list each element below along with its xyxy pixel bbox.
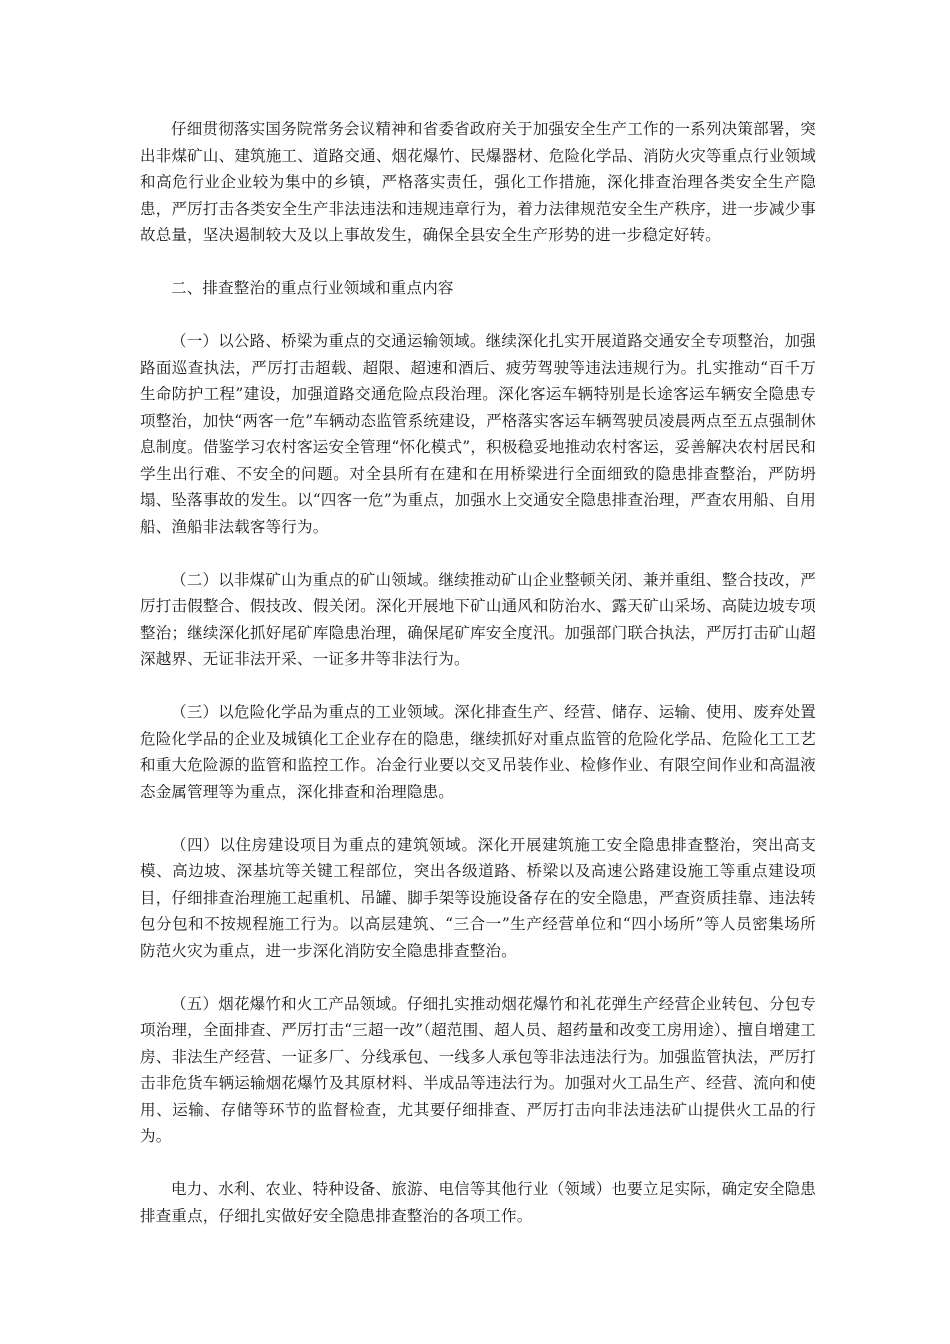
paragraph-other-industries: 电力、水利、农业、特种设备、旅游、电信等其他行业（领域）也要立足实际，确定安全隐患排查重点，仔细扎实做好安全隐患排查整治的各项工作。 — [140, 1180, 816, 1225]
intro-paragraph: 仔细贯彻落实国务院常务会议精神和省委省政府关于加强安全生产工作的一系列决策部署，突出非煤矿山、建筑施工、道路交通、烟花爆竹、民爆器材、危险化学品、消防火灾等重点行业领域和高危行业企业较为集中的乡镇，严格落实责任，强化工作措施，深化排查治理各类安全生产隐患，严厉打击各类安全生产非法违法和违规违章行为，着力法律规范安全生产秩序，进一步减少事故总量，坚决遏制较大及以上事故发生，确保全县安全生产形势的进一步稳定好转。 — [140, 120, 816, 244]
paragraph-chemicals: （三）以危险化学品为重点的工业领域。深化排查生产、经营、储存、运输、使用、废弃处置危险化学品的企业及城镇化工企业存在的隐患，继续抓好对重点监管的危险化学品、危险化工工艺和重大危险源的监管和监控工作。冶金行业要以交叉吊装作业、检修作业、有限空间作业和高温液态金属管理等为重点，深化排查和治理隐患。 — [140, 703, 816, 801]
document-body — [140, 116, 816, 1256]
paragraph-construction: （四）以住房建设项目为重点的建筑领域。深化开展建筑施工安全隐患排查整治，突出高支模、高边坡、深基坑等关键工程部位，突出各级道路、桥梁以及高速公路建设施工等重点建设项目，仔细排查治理施工起重机、吊罐、脚手架等设施设备存在的安全隐患，严查资质挂靠、违法转包分包和不按规程施工行为。以高层建筑、“三合一”生产经营单位和“四小场所”等人员密集场所防范火灾为重点，进一步深化消防安全隐患排查整治。 — [140, 835, 816, 960]
paragraph-mining: （二）以非煤矿山为重点的矿山领域。继续推动矿山企业整顿关闭、兼并重组、整合技改，严厉打击假整合、假技改、假关闭。深化开展地下矿山通风和防治水、露天矿山采场、高陡边坡专项整治；继续深化抓好尾矿库隐患治理，确保尾矿库安全度汛。加强部门联合执法，严厉打击矿山超深越界、无证非法开采、一证多井等非法行为。 — [140, 570, 816, 668]
section-heading: 二、排查整治的重点行业领域和重点内容 — [171, 279, 454, 297]
paragraph-fireworks: （五）烟花爆竹和火工产品领域。仔细扎实推动烟花爆竹和礼花弹生产经营企业转包、分包专项治理，全面排查、严厉打击“三超一改”（超范围、超人员、超药量和改变工房用途）、擅自增建工房、非法生产经营、一证多厂、分线承包、一线多人承包等非法违法行为。加强监管执法，严厉打击非危货车辆运输烟花爆竹及其原材料、半成品等违法行为。加强对火工品生产、经营、流向和使用、运输、存储等环节的监督检查，尤其要仔细排查、严厉打击向非法违法矿山提供火工品的行为。 — [140, 994, 816, 1145]
paragraph-transport: （一）以公路、桥梁为重点的交通运输领域。继续深化扎实开展道路交通安全专项整治，加强路面巡查执法，严厉打击超载、超限、超速和酒后、疲劳驾驶等违法违规行为。扎实推动“百千万生命防护工程”建设，加强道路交通危险点段治理。深化客运车辆特别是长途客运车辆安全隐患专项整治，加快“两客一危”车辆动态监管系统建设，严格落实客运车辆驾驶员凌晨两点至五点强制休息制度。借鉴学习农村客运安全管理“怀化模式”，积极稳妥地推动农村客运，妥善解决农村居民和学生出行难、不安全的问题。对全县所有在建和在用桥梁进行全面细致的隐患排查整治，严防坍塌、坠落事故的发生。以“四客一危”为重点，加强水上交通安全隐患排查治理，严查农用船、自用船、渔船非法载客等行为。 — [140, 332, 816, 536]
